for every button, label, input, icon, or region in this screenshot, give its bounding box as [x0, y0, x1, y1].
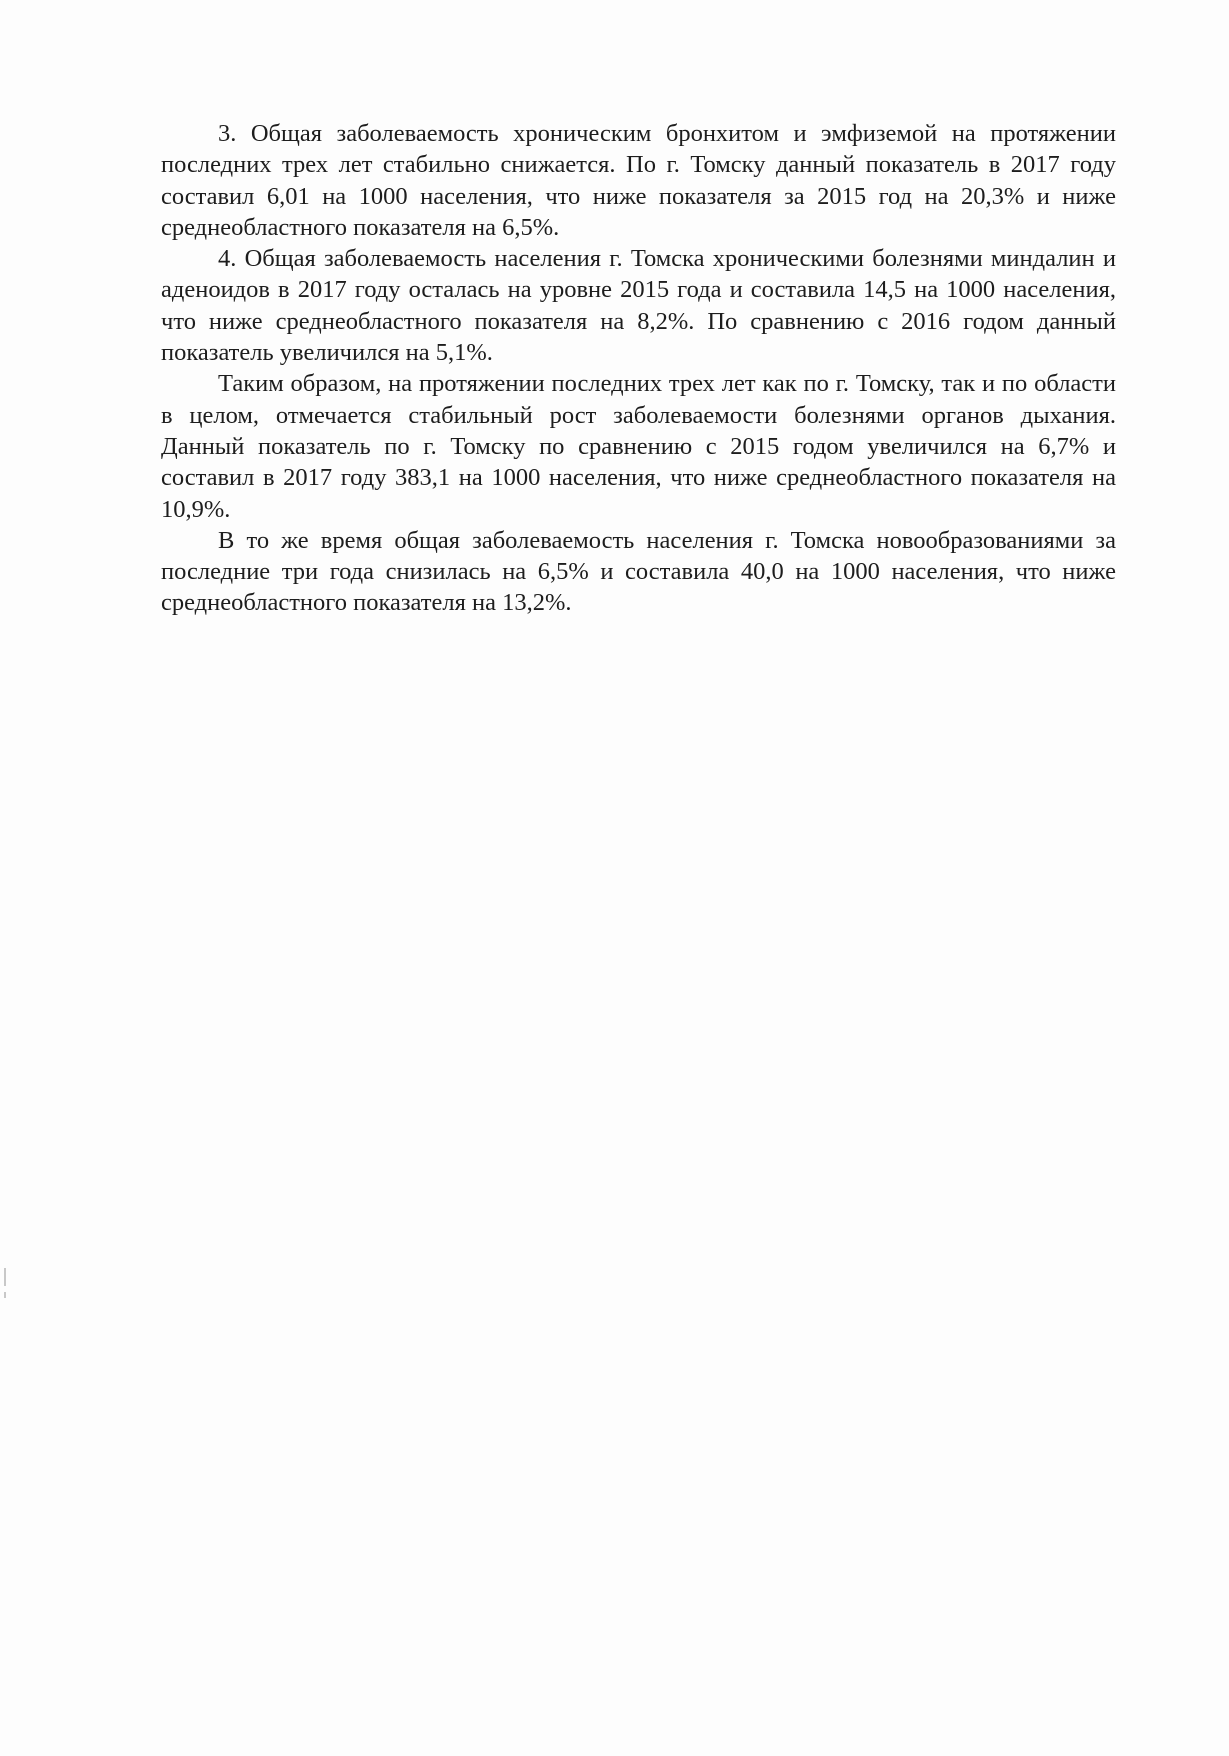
scan-artifact: [4, 1268, 6, 1286]
paragraph-tonsils: 4. Общая заболеваемость населения г. Томска хроническими болезнями миндалин и аденоидов в 2017 году осталась на уровне 2015 года и составила 14,5 на 1000 населения, что ниже среднеобластного показателя на 8,2%. По сравнению с 2016 годом данный показатель увеличился на 5,1%.: [161, 245, 1116, 367]
paragraph-neoplasms: В то же время общая заболеваемость населения г. Томска новообразованиями за последние три года снизилась на 6,5% и составила 40,0 на 1000 населения, что ниже среднеобластного показателя на 13,2%.: [161, 526, 1116, 617]
document-body: [161, 118, 1116, 619]
scan-artifact: [4, 1292, 6, 1298]
paragraph-summary-respiratory: Таким образом, на протяжении последних трех лет как по г. Томску, так и по области в целом, отмечается стабильный рост заболеваемости болезнями органов дыхания. Данный показатель по г. Томску по сравнению с 2015 годом увеличился на 6,7% и составил в 2017 году 383,1 на 1000 населения, что ниже среднеобластного показателя на 10,9%.: [161, 370, 1116, 523]
paragraph-bronchitis: 3. Общая заболеваемость хроническим бронхитом и эмфиземой на протяжении последних трех лет стабильно снижается. По г. Томску данный показатель в 2017 году составил 6,01 на 1000 населения, что ниже показателя за 2015 год на 20,3% и ниже среднеобластного показателя на 6,5%.: [161, 120, 1116, 241]
